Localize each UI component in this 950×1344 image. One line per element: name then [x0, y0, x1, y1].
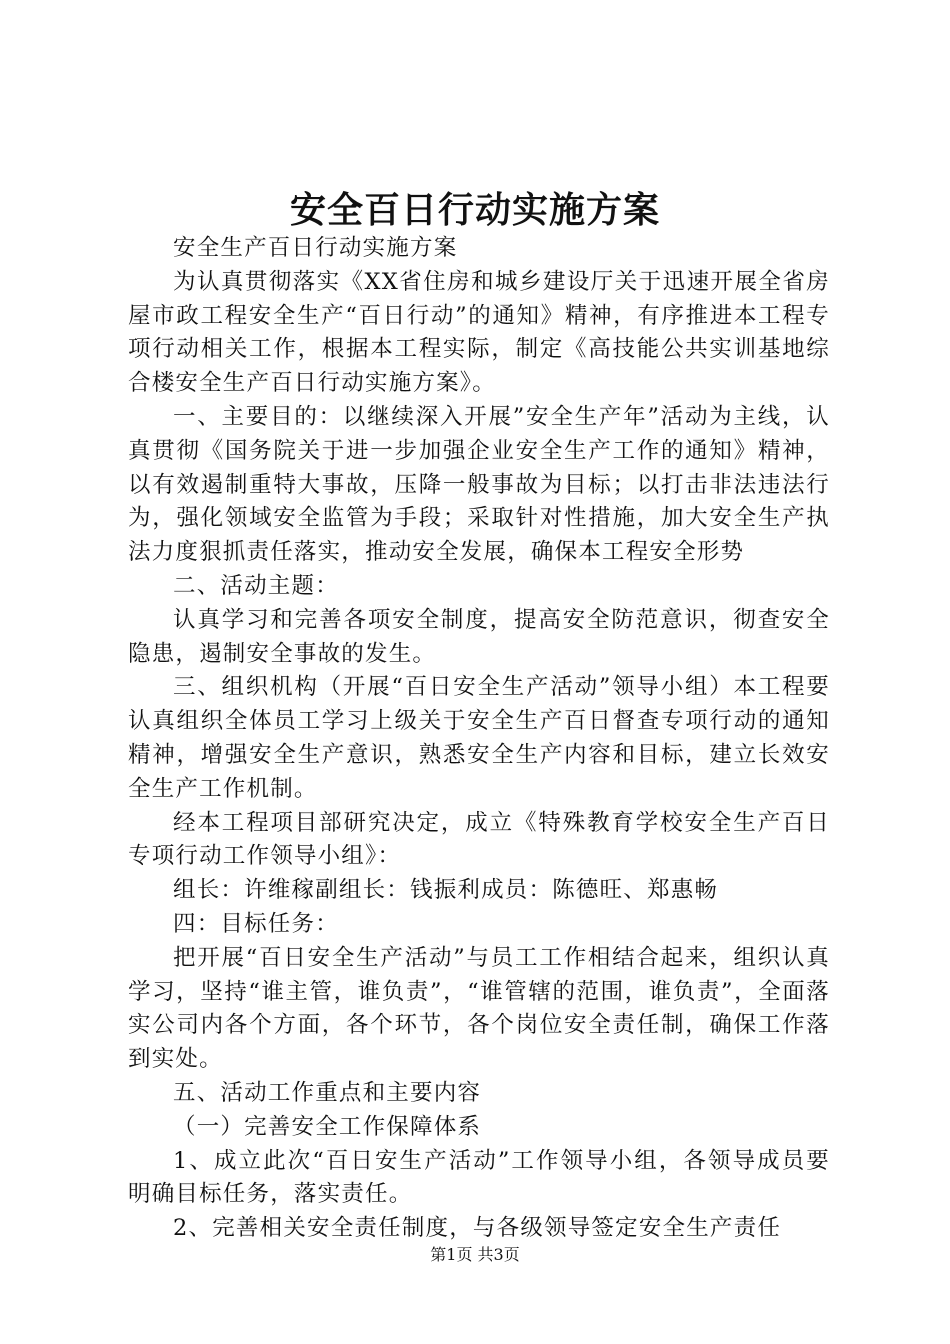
paragraph: 为认真贯彻落实《XX省住房和城乡建设厅关于迅速开展全省房屋市政工程安全生产“百日行动”的通知》精神，有序推进本工程专项行动相关工作，根据本工程实际，制定《高技能公共实训基地综合楼安全生产百日行动实施方案》。 — [128, 268, 830, 397]
document-title: 安全百日行动实施方案 — [289, 189, 660, 231]
paragraph: （一）完善安全工作保障体系 — [173, 1113, 482, 1140]
paragraph: 三、组织机构（开展“百日安全生产活动”领导小组）本工程要认真组织全体员工学习上级关于安全生产百日督查专项行动的通知精神，增强安全生产意识，熟悉安全生产内容和目标，建立长效安全生产工作机制。 — [128, 674, 830, 802]
page-footer: 第1页 共3页 — [430, 1245, 520, 1264]
paragraph: 把开展“百日安全生产活动”与员工工作相结合起来，组织认真学习，坚持“谁主管，谁负责”，“谁管辖的范围，谁负责”，全面落实公司内各个方面，各个环节，各个岗位安全责任制，确保工作落到实处。 — [128, 944, 830, 1073]
paragraph: 五、活动工作重点和主要内容 — [173, 1079, 482, 1106]
paragraph: 二、活动主题： — [173, 572, 339, 599]
paragraph: 认真学习和完善各项安全制度，提高安全防范意识，彻查安全隐患，遏制安全事故的发生。 — [128, 606, 830, 667]
paragraph: 经本工程项目部研究决定，成立《特殊教育学校安全生产百日专项行动工作领导小组》： — [128, 809, 830, 870]
paragraph: 四：目标任务： — [173, 910, 339, 937]
paragraph: 1、成立此次“百日安生产活动”工作领导小组，各领导成员要明确目标任务，落实责任。 — [128, 1147, 830, 1208]
paragraph: 安全生产百日行动实施方案 — [173, 235, 458, 261]
paragraph: 一、主要目的：以继续深入开展”安全生产年”活动为主线，认真贯彻《国务院关于进一步加强企业安全生产工作的通知》精神，以有效遏制重特大事故，压降一般事故为目标；以打击非法违法行为，强化领域安全监管为手段；采取针对性措施，加大安全生产执法力度狠抓责任落实，推动安全发展，确保本工程安全形势 — [128, 403, 830, 566]
paragraph: 2、完善相关安全责任制度，与各级领导签定安全生产责任 — [173, 1215, 782, 1242]
document-body — [128, 232, 830, 1246]
paragraph: 组长：许维稼副组长：钱振利成员：陈德旺、郑惠畅 — [173, 877, 719, 904]
